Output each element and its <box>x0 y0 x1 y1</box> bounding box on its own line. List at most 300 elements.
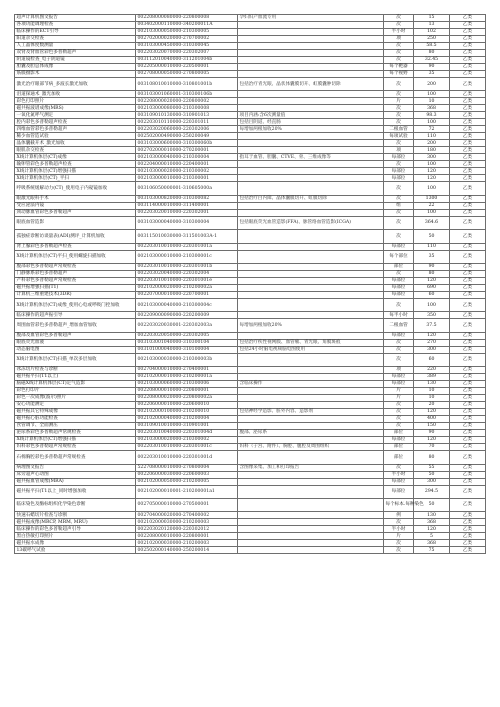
item-name-cell: 孤独症诊断访谈量表(ADI)测评_计算机加收 <box>15 230 136 243</box>
item-code-cell: 002102000010000-210200001a <box>136 374 238 381</box>
category-cell: 乙类 <box>450 22 486 29</box>
price-cell: 100 <box>414 161 450 168</box>
price-cell: 250 <box>414 36 450 43</box>
price-cell: 1300 <box>414 195 450 202</box>
category-cell: 乙类 <box>450 230 486 243</box>
item-code-cell: 003103000820000-310300082 <box>136 195 238 202</box>
unit-cell: 次 <box>384 423 414 430</box>
table-row <box>15 464 486 471</box>
table-row <box>15 209 486 216</box>
category-cell: 乙类 <box>450 195 486 202</box>
unit-cell: 每项试验 <box>384 133 414 140</box>
unit-cell: 半小时 <box>384 29 414 36</box>
item-name-cell: 腹部及血管彩色多普勒超声 <box>15 332 136 339</box>
price-cell: 400 <box>414 416 450 423</box>
item-description-cell: 包括治疗白内障、晶体囊膜切开、虹膜切除 <box>238 195 384 202</box>
item-name-cell: X线计算机体层(CT)平扫_使用螺旋扫描加收 <box>15 250 136 263</box>
price-cell: 364.6 <box>414 216 450 229</box>
unit-cell: 每半小时 <box>384 312 414 319</box>
table-row <box>15 381 486 388</box>
item-code-cell: 003114000010000-311400001 <box>136 202 238 209</box>
unit-cell: 片 <box>384 98 414 105</box>
table-row <box>15 15 486 22</box>
item-description-cell <box>238 478 384 485</box>
unit-cell: 次 <box>384 43 414 50</box>
unit-cell: 次 <box>384 161 414 168</box>
item-name-cell: 输卵管彩色多普勒超声检查 <box>15 161 136 168</box>
item-name-cell: 泌尿系彩色多普勒超声常规检查 <box>15 430 136 437</box>
table-row <box>15 388 486 395</box>
price-cell: 98.3 <box>414 112 450 119</box>
item-code-cell: 002103000030000-210300003b <box>136 353 238 366</box>
item-code-cell: 002103000020000-210300002 <box>136 168 238 175</box>
unit-cell: 项 <box>384 367 414 374</box>
item-code-cell: 003103000040000-310300004 <box>136 216 238 229</box>
item-code-cell: 002203010010000-220301001d <box>136 451 238 464</box>
item-description-cell <box>238 43 384 50</box>
category-cell: 乙类 <box>450 15 486 22</box>
unit-cell: 次 <box>384 91 414 98</box>
category-cell: 乙类 <box>450 332 486 339</box>
table-row <box>15 147 486 154</box>
price-cell: 35 <box>414 71 450 78</box>
table-row <box>15 140 486 147</box>
unit-cell: 片 <box>384 395 414 402</box>
item-code-cell: 002204000010000-220400001 <box>136 161 238 168</box>
item-description-cell: 包括神经学造影、脏外内容、造影剂 <box>238 409 384 416</box>
item-name-cell: X线计算机体层(CT)成像 <box>15 154 136 161</box>
table-row <box>15 512 486 519</box>
item-code-cell: 002103000080000-210300008 <box>136 105 238 112</box>
category-cell: 乙类 <box>450 512 486 519</box>
item-description-cell: 包括目阴道、经直肠 <box>238 119 384 126</box>
item-description-cell: 每增加两根加收20% <box>238 126 384 133</box>
item-name-cell: 腔内彩色多普勒超声检查 <box>15 119 136 126</box>
unit-cell: 每个视野 <box>384 71 414 78</box>
category-cell: 乙类 <box>450 57 486 64</box>
item-name-cell: 晶体囊截开术_激光加收 <box>15 140 136 147</box>
table-row <box>15 416 486 423</box>
price-cell: 50 <box>414 471 450 478</box>
item-name-cell: 肾上腺彩色多普勒超声检查 <box>15 243 136 250</box>
item-code-cell: 003103000450000-310300045 <box>136 43 238 50</box>
unit-cell: 每个靶器 <box>384 64 414 71</box>
table-row <box>15 182 486 195</box>
item-name-cell: 动态脑电图 <box>15 346 136 353</box>
item-description-cell <box>238 161 384 168</box>
item-code-cell: 003106050000001-310605000a <box>136 182 238 195</box>
unit-cell: 每部位 <box>384 284 414 291</box>
item-description-cell: 含图像采集、加工和打印报告 <box>238 464 384 471</box>
category-cell: 乙类 <box>450 98 486 105</box>
item-description-cell: 妇科（子宫、附件）、胸腔、腹腔及周围组织 <box>238 444 384 451</box>
category-cell: 乙类 <box>450 284 486 291</box>
category-cell: 乙类 <box>450 161 486 168</box>
category-cell: 乙类 <box>450 119 486 126</box>
unit-cell: 次 <box>384 346 414 353</box>
unit-cell: 次 <box>384 230 414 243</box>
item-description-cell <box>238 423 384 430</box>
unit-cell: 次 <box>384 402 414 409</box>
item-description-cell: 包括眼底荧光血管造影(FFA)、脉管络血管造影(ICGA) <box>238 216 384 229</box>
price-cell: 270 <box>414 339 450 346</box>
table-row <box>15 29 486 36</box>
item-code-cell: 002203010110000-220301011 <box>136 119 238 126</box>
item-name-cell: 眼底荧光血液 <box>15 339 136 346</box>
category-cell: 乙类 <box>450 312 486 319</box>
table-row <box>15 498 486 511</box>
item-description-cell <box>238 250 384 263</box>
table-row <box>15 168 486 175</box>
unit-cell: 次 <box>384 416 414 423</box>
table-row <box>15 91 486 98</box>
unit-cell: 每部位 <box>384 243 414 250</box>
item-description-cell: 包括治疗青光眼、晶状体囊膜切开、虹膜囊肿切除 <box>238 78 384 91</box>
item-code-cell: 002103000060000-210300006 <box>136 381 238 388</box>
item-code-cell: 002102000010001-210200001a1 <box>136 485 238 498</box>
category-cell: 乙类 <box>450 353 486 366</box>
item-code-cell: 002203020010000-220302001 <box>136 209 238 216</box>
item-code-cell: 002702000020000-270700002 <box>136 36 238 43</box>
table-row <box>15 332 486 339</box>
item-name-cell: 彩色打印照片 <box>15 98 136 105</box>
item-description-cell <box>238 416 384 423</box>
category-cell: 乙类 <box>450 471 486 478</box>
item-code-cell: 002207000010000-220700001 <box>136 291 238 298</box>
table-row <box>15 202 486 209</box>
category-cell: 乙类 <box>450 291 486 298</box>
item-code-cell: 002502000140000-250200014 <box>136 547 238 554</box>
table-row <box>15 105 486 112</box>
table-row <box>15 451 486 464</box>
price-cell: 80 <box>414 50 450 57</box>
item-name-cell: 病理图文报告 <box>15 464 136 471</box>
unit-cell: 次 <box>384 112 414 119</box>
category-cell: 乙类 <box>450 36 486 43</box>
item-code-cell: 003108010010000-310801001b <box>136 78 238 91</box>
price-cell: 130 <box>414 512 450 519</box>
table-row <box>15 339 486 346</box>
item-name-cell: 石棉胸腔彩色多普勒超声常规检查 <box>15 451 136 464</box>
unit-cell: 次 <box>384 216 414 229</box>
item-name-cell: 泪道探通术_激光加收 <box>15 91 136 98</box>
item-name-cell: 门静脉系彩色多普勒超声 <box>15 270 136 277</box>
price-cell: 368 <box>414 519 450 526</box>
table-row <box>15 36 486 43</box>
item-code-cell: 002702000010000-270200001 <box>136 147 238 154</box>
item-description-cell <box>238 263 384 270</box>
item-name-cell: 安心功能测定 <box>15 402 136 409</box>
table-row <box>15 284 486 291</box>
item-description-cell <box>238 332 384 339</box>
table-row <box>15 526 486 533</box>
table-row <box>15 133 486 140</box>
table-row <box>15 270 486 277</box>
item-name-cell: 临床染色及酶标组织化学染色诊断 <box>15 498 136 511</box>
item-description-cell <box>238 277 384 284</box>
item-code-cell: 002208000080000-220800008 <box>136 15 238 22</box>
price-cell: 200 <box>414 140 450 147</box>
category-cell: 乙类 <box>450 202 486 209</box>
item-description-cell <box>238 64 384 71</box>
item-description-cell: 孕妇妇产血流专用 <box>238 15 384 22</box>
item-description-cell: 含临床操作 <box>238 381 384 388</box>
price-cell: 120 <box>414 526 450 533</box>
unit-cell: 次 <box>384 140 414 147</box>
item-code-cell: 002203010040000-220301004d <box>136 430 238 437</box>
item-name-cell: X线计算机体层(CT)_平扫 <box>15 175 136 182</box>
item-description-cell <box>238 175 384 182</box>
item-name-cell: 各项功能调理检查 <box>15 22 136 29</box>
price-cell: 300 <box>414 478 450 485</box>
category-cell: 乙类 <box>450 270 486 277</box>
item-code-cell: 003103001040000-310300104 <box>136 339 238 346</box>
price-cell: 58.5 <box>414 43 450 50</box>
price-cell: 100 <box>414 119 450 126</box>
table-row <box>15 126 486 133</box>
item-description-cell <box>238 91 384 98</box>
price-cell: 5 <box>414 533 450 540</box>
item-description-cell: 项目内涵:含6次测量值 <box>238 112 384 119</box>
item-name-cell: 床旁超声心动图 <box>15 471 136 478</box>
price-cell: 13 <box>414 22 450 29</box>
category-cell: 乙类 <box>450 209 486 216</box>
item-name-cell: 腹部彩色多普勒超声常规检查 <box>15 263 136 270</box>
price-cell: 75 <box>414 547 450 554</box>
price-cell: 120 <box>414 175 450 182</box>
price-cell: 10 <box>414 395 450 402</box>
item-name-cell: 彩色一次成像(波尔)照片 <box>15 395 136 402</box>
item-description-cell <box>238 498 384 511</box>
item-description-cell <box>238 284 384 291</box>
unit-cell: 每部位 <box>384 291 414 298</box>
item-name-cell: X线计算机体层(CT)成像_使用心电或呼吸门控加收 <box>15 298 136 311</box>
unit-cell: 半小时 <box>384 526 414 533</box>
price-cell: 10 <box>414 388 450 395</box>
item-description-cell <box>238 547 384 554</box>
item-name-cell: 临床操作的彩色多普勒超声引导 <box>15 526 136 533</box>
category-cell: 乙类 <box>450 182 486 195</box>
unit-cell: 次 <box>384 209 414 216</box>
item-code-cell: 003112010040000-311201004b <box>136 57 238 64</box>
item-name-cell: 筋膜摄影术 <box>15 71 136 78</box>
table-row <box>15 57 486 64</box>
item-description-cell <box>238 451 384 464</box>
category-cell: 乙类 <box>450 416 486 423</box>
item-code-cell: 002102000030000-210200003 <box>136 519 238 526</box>
price-cell: 60 <box>414 353 450 366</box>
item-description-cell <box>238 36 384 43</box>
category-cell: 乙类 <box>450 277 486 284</box>
unit-cell: 次 <box>384 22 414 29</box>
unit-cell: 每部位 <box>384 437 414 444</box>
item-description-cell <box>238 374 384 381</box>
unit-cell: 每部位 <box>384 175 414 182</box>
price-cell: 300 <box>414 346 450 353</box>
item-name-cell: 临床操作的ECT引导 <box>15 29 136 36</box>
item-code-cell: 003103000600000-310300060b <box>136 140 238 147</box>
unit-cell: 片 <box>384 388 414 395</box>
item-description-cell: 每增加两根加收20% <box>238 319 384 332</box>
price-cell: 690 <box>414 284 450 291</box>
table-row <box>15 519 486 526</box>
table-row <box>15 119 486 126</box>
item-name-cell: 磁共振心脏功能检查 <box>15 416 136 423</box>
price-cell: 120 <box>414 168 450 175</box>
category-cell: 乙类 <box>450 298 486 311</box>
item-name-cell: 阴道镜检查_电子阴道镜 <box>15 57 136 64</box>
category-cell: 乙类 <box>450 409 486 416</box>
category-cell: 乙类 <box>450 319 486 332</box>
item-code-cell: 002704000010000-270400001 <box>136 367 238 374</box>
unit-cell: 次 <box>384 547 414 554</box>
item-name-cell: 激光治疗眼部节病_多波长激光加收 <box>15 78 136 91</box>
item-code-cell: 003109010130000-310901013 <box>136 112 238 119</box>
item-code-cell: 522708000010000-270800004 <box>136 464 238 471</box>
category-cell: 乙类 <box>450 133 486 140</box>
category-cell: 乙类 <box>450 140 486 147</box>
item-code-cell: 002102000050000-210200005 <box>136 478 238 485</box>
item-description-cell <box>238 533 384 540</box>
item-description-cell <box>238 471 384 478</box>
table-row <box>15 437 486 444</box>
item-description-cell <box>238 230 384 243</box>
unit-cell: 次 <box>384 182 414 195</box>
table-row <box>15 540 486 547</box>
item-name-cell: 快速石蜡切片检查与诊断 <box>15 512 136 519</box>
table-row <box>15 154 486 161</box>
item-code-cell: 002203020050000-220302005 <box>136 332 238 339</box>
price-cell: 32.45 <box>414 57 450 64</box>
price-cell: 180 <box>414 147 450 154</box>
category-cell: 乙类 <box>450 451 486 464</box>
item-description-cell <box>238 388 384 395</box>
item-code-cell: 002103000040000-210300004c <box>136 298 238 311</box>
unit-cell: 每部位 <box>384 168 414 175</box>
item-name-cell: 妇科彩色多普勒超声常规检查 <box>15 444 136 451</box>
category-cell: 乙类 <box>450 519 486 526</box>
category-cell: 乙类 <box>450 112 486 119</box>
category-cell: 乙类 <box>450 430 486 437</box>
item-name-cell: 磁共振波谱成像(MRS) <box>15 105 136 112</box>
category-cell: 乙类 <box>450 43 486 50</box>
item-name-cell: 黑白热敏打印照片 <box>15 533 136 540</box>
item-description-cell: 腹部、泌尿系 <box>238 430 384 437</box>
price-cell: 368 <box>414 540 450 547</box>
item-name-cell: 超声计算机图文报告 <box>15 15 136 22</box>
unit-cell: 例 <box>384 512 414 519</box>
category-cell: 乙类 <box>450 485 486 498</box>
fee-table <box>14 14 486 554</box>
item-description-cell <box>238 312 384 319</box>
price-cell: 37.5 <box>414 319 450 332</box>
unit-cell: 每部位 <box>384 374 414 381</box>
unit-cell: 部位 <box>384 444 414 451</box>
fee-schedule-sheet <box>14 14 485 554</box>
item-name-cell: 磁共振其它特殊成像 <box>15 409 136 416</box>
item-code-cell: 002502000490000-250200049 <box>136 133 238 140</box>
category-cell: 乙类 <box>450 216 486 229</box>
table-row <box>15 346 486 353</box>
item-code-cell: 002102000100000-210200010 <box>136 409 238 416</box>
item-name-cell: 四维血管彩色多普勒超声 <box>15 126 136 133</box>
item-name-cell: 阳道杂交检查 <box>15 36 136 43</box>
price-cell: 120 <box>414 277 450 284</box>
unit-cell: 每部位 <box>384 277 414 284</box>
item-name-cell: 周围血管彩色多普勒超声_增加血管加收 <box>15 319 136 332</box>
price-cell: 90 <box>414 64 450 71</box>
unit-cell: 次 <box>384 464 414 471</box>
price-cell: 368 <box>414 105 450 112</box>
unit-cell: 项 <box>384 147 414 154</box>
item-name-cell: 彩色打印片 <box>15 388 136 395</box>
unit-cell: 次 <box>384 270 414 277</box>
price-cell: 120 <box>414 437 450 444</box>
category-cell: 乙类 <box>450 498 486 511</box>
item-description-cell <box>238 367 384 374</box>
price-cell: 200 <box>414 78 450 91</box>
table-row <box>15 374 486 381</box>
unit-cell: 次 <box>384 50 414 57</box>
item-code-cell: 003103001060001-310300106b <box>136 91 238 98</box>
table-row <box>15 250 486 263</box>
price-cell: 300 <box>414 154 450 161</box>
table-row <box>15 43 486 50</box>
item-description-cell <box>238 147 384 154</box>
price-cell: 55 <box>414 464 450 471</box>
table-row <box>15 409 486 416</box>
unit-cell: 部位 <box>384 430 414 437</box>
item-name-cell: 眼底血管造影 <box>15 216 136 229</box>
category-cell: 乙类 <box>450 339 486 346</box>
category-cell: 乙类 <box>450 395 486 402</box>
table-row <box>15 547 486 554</box>
table-row <box>15 175 486 182</box>
table-row <box>15 319 486 332</box>
item-name-cell: X线计算机体层(CT)扫描_单次多层加收 <box>15 353 136 366</box>
item-description-cell <box>238 22 384 29</box>
item-code-cell: 002103000050000-210300005 <box>136 29 238 36</box>
price-cell: 389 <box>414 374 450 381</box>
unit-cell: 次 <box>384 540 414 547</box>
item-code-cell: 002203020120000-220302012 <box>136 526 238 533</box>
item-name-cell: 临床操作的超声振引导 <box>15 312 136 319</box>
price-cell: 294.5 <box>414 485 450 498</box>
unit-cell: 次 <box>384 298 414 311</box>
item-description-cell <box>238 243 384 250</box>
unit-cell: 次 <box>384 105 414 112</box>
category-cell: 乙类 <box>450 250 486 263</box>
table-row <box>15 485 486 498</box>
price-cell: 90 <box>414 263 450 270</box>
price-cell: 80 <box>414 451 450 464</box>
item-description-cell <box>238 526 384 533</box>
item-code-cell: 002708000050000-270800005 <box>136 71 238 78</box>
item-description-cell <box>238 512 384 519</box>
category-cell: 乙类 <box>450 168 486 175</box>
price-cell: 150 <box>414 423 450 430</box>
table-row <box>15 478 486 485</box>
table-row <box>15 291 486 298</box>
item-code-cell: 002208000020000-220800002a <box>136 395 238 402</box>
item-name-cell: 脑磁X线计算机体层(CT)定气造影 <box>15 381 136 388</box>
item-description-cell <box>238 353 384 366</box>
item-name-cell: 磁共振平扫(T1以上_同时增强加收 <box>15 485 136 498</box>
table-row <box>15 64 486 71</box>
price-cell: 35 <box>414 250 450 263</box>
unit-cell: 每个部位 <box>384 250 414 263</box>
item-description-cell <box>238 298 384 311</box>
